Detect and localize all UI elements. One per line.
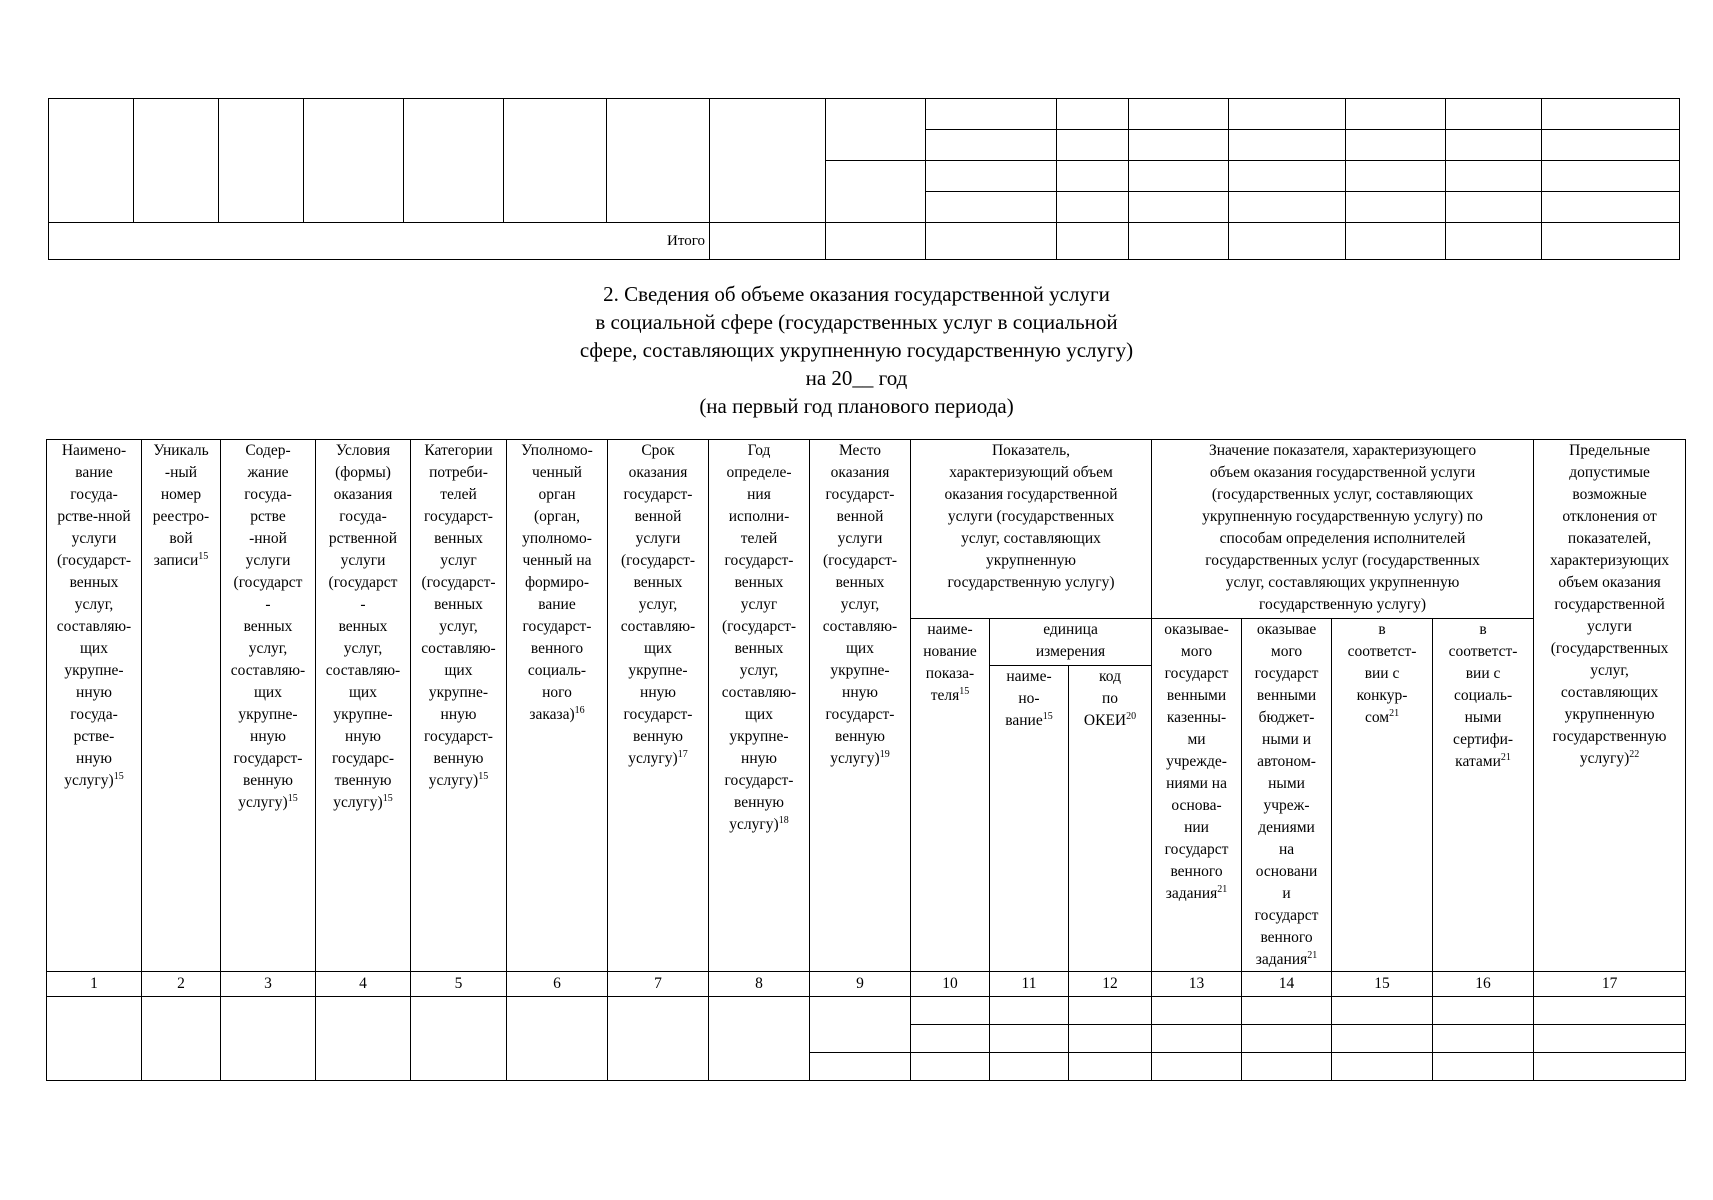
- header-cell-value: в соответст- вии с конкур- сом$^{21}$: [1332, 619, 1433, 972]
- body-cell: [1433, 997, 1534, 1025]
- header-cell: Категории потреби- телей государст- венных услуг (государст- венных услуг, составляю- щих укрупне- нную государст- венную услугу)$^{15}$: [411, 440, 507, 972]
- body-cell: [1332, 1053, 1433, 1081]
- section-title-line: (на первый год планового периода): [699, 394, 1014, 418]
- header-cell-unit-name: наиме- но- вание$^{15}$: [990, 665, 1069, 971]
- top-cell: [1229, 99, 1346, 130]
- column-number: 6: [507, 972, 608, 997]
- column-number: 3: [221, 972, 316, 997]
- body-cell: [1152, 1025, 1242, 1053]
- column-number: 16: [1433, 972, 1534, 997]
- top-cell: [1057, 99, 1129, 130]
- header-cell-unit: единица измерения: [990, 619, 1152, 666]
- top-cell: [926, 130, 1057, 161]
- column-number: 9: [810, 972, 911, 997]
- body-cell: [990, 1025, 1069, 1053]
- body-cell: [990, 1053, 1069, 1081]
- header-cell-value: в соответст- вии с социаль- ными сертифи- катами$^{21}$: [1433, 619, 1534, 972]
- header-cell-value: оказывае мого государст венными бюджет- ными и автоном- ными учреж- дениями на основани и государст венного задания$^{21}$: [1242, 619, 1332, 972]
- header-cell-indicator: Показатель, характеризующий объем оказания государственной услуги (государственных услуг, составляющих укрупненную государственную услугу): [911, 440, 1152, 619]
- header-cell: Год определе- ния исполни- телей государст- венных услуг (государст- венных услуг, составляю- щих укрупне- нную государст- венную услугу)$^{18}$: [709, 440, 810, 972]
- top-cell: [1446, 99, 1542, 130]
- section-title-line: на 20__ год: [805, 366, 908, 390]
- top-cell: [1346, 130, 1446, 161]
- body-cell: [1433, 1025, 1534, 1053]
- top-cell: [304, 99, 404, 223]
- body-cell: [608, 997, 709, 1081]
- top-cell: [1057, 192, 1129, 223]
- top-cell: [1542, 99, 1680, 130]
- top-cell: [1229, 192, 1346, 223]
- top-cell: [926, 161, 1057, 192]
- top-cell: [1129, 223, 1229, 260]
- top-cell: [710, 99, 826, 223]
- body-cell: [1069, 1053, 1152, 1081]
- top-cell: [1057, 223, 1129, 260]
- body-cell: [1534, 1053, 1686, 1081]
- body-cell: [1152, 1053, 1242, 1081]
- body-cell: [47, 997, 142, 1081]
- top-cell: [607, 99, 710, 223]
- top-cell: [1057, 130, 1129, 161]
- top-cell: [1129, 130, 1229, 161]
- top-cell: [1229, 223, 1346, 260]
- body-cell: [1242, 1025, 1332, 1053]
- top-cell: [926, 223, 1057, 260]
- body-cell: [1069, 1025, 1152, 1053]
- header-cell: Срок оказания государст- венной услуги (государст- венных услуг, составляю- щих укрупне- нную государст- венную услугу)$^{17}$: [608, 440, 709, 972]
- body-cell: [1069, 997, 1152, 1025]
- header-cell-unit-code: код по ОКЕИ$^{20}$: [1069, 665, 1152, 971]
- column-number: 7: [608, 972, 709, 997]
- top-continuation-table: [48, 98, 1680, 260]
- body-cell: [911, 1025, 990, 1053]
- top-cell: [49, 99, 134, 223]
- column-number: 14: [1242, 972, 1332, 997]
- top-cell: [1129, 99, 1229, 130]
- header-cell: Уполномо- ченный орган (орган, уполномо- ченный на формиро- вание государст- венного социаль- ного заказа)$^{16}$: [507, 440, 608, 972]
- header-cell: Предельные допустимые возможные отклонения от показателей, характеризующих объем оказания государственной услуги (государственных услуг, составляющих укрупненную государственную услугу)$^{22}$: [1534, 440, 1686, 972]
- body-cell: [1433, 1053, 1534, 1081]
- section-title: [0, 280, 1713, 420]
- top-cell: [404, 99, 504, 223]
- total-row: [49, 223, 1680, 260]
- top-cell: [1542, 192, 1680, 223]
- header-cell-indicator-name: наиме- нование показа- теля$^{15}$: [911, 619, 990, 972]
- top-cell: [219, 99, 304, 223]
- top-cell: [1542, 161, 1680, 192]
- header-cell: Уникаль -ный номер реестро- вой записи$^{15}$: [142, 440, 221, 972]
- volume-table: [46, 439, 1686, 1081]
- column-number: 2: [142, 972, 221, 997]
- body-cell: [911, 1053, 990, 1081]
- top-cell: [1542, 130, 1680, 161]
- column-number: 5: [411, 972, 507, 997]
- body-cell: [810, 1053, 911, 1081]
- column-number: 17: [1534, 972, 1686, 997]
- body-cell: [142, 997, 221, 1081]
- header-cell: Наимено- вание госуда- рстве-нной услуги (государст- венных услуг, составляю- щих укрупне- нную госуда- рстве- нную услугу)$^{15}$: [47, 440, 142, 972]
- header-cell-value: оказывае- мого государст венными казенны- ми учрежде- ниями на основа- нии государст венного задания$^{21}$: [1152, 619, 1242, 972]
- top-cell: [1542, 223, 1680, 260]
- top-cell: [1129, 161, 1229, 192]
- column-number: 12: [1069, 972, 1152, 997]
- body-cell: [221, 997, 316, 1081]
- header-row: [47, 440, 1686, 619]
- top-cell: [710, 223, 826, 260]
- table-row: [47, 997, 1686, 1025]
- top-cell: [1446, 192, 1542, 223]
- top-cell: [826, 161, 926, 223]
- top-cell: [826, 99, 926, 161]
- body-cell: [990, 997, 1069, 1025]
- column-number: 11: [990, 972, 1069, 997]
- column-number: 8: [709, 972, 810, 997]
- top-cell: [826, 223, 926, 260]
- body-cell: [507, 997, 608, 1081]
- body-cell: [316, 997, 411, 1081]
- body-cell: [1534, 997, 1686, 1025]
- top-cell: [1346, 223, 1446, 260]
- top-cell: [1446, 130, 1542, 161]
- column-number: 4: [316, 972, 411, 997]
- body-cell: [1152, 997, 1242, 1025]
- header-cell: Место оказания государст- венной услуги (государст- венных услуг, составляю- щих укрупне- нную государст- венную услугу)$^{19}$: [810, 440, 911, 972]
- header-cell: Содер- жание госуда- рстве -нной услуги (государст - венных услуг, составляю- щих укрупне- нную государст- венную услугу)$^{15}$: [221, 440, 316, 972]
- top-table-row: [49, 99, 1680, 130]
- column-number: 13: [1152, 972, 1242, 997]
- top-cell: [134, 99, 219, 223]
- header-cell-indicator-value: Значение показателя, характеризующего объем оказания государственной услуги (государственных услуг, составляющих укрупненную государственную услугу) по способам определения исполнителей государственных услуг (государственных услуг, составляющих укрупненную государственную услугу): [1152, 440, 1534, 619]
- top-cell: [1446, 161, 1542, 192]
- column-number-row: [47, 972, 1686, 997]
- top-cell: [926, 99, 1057, 130]
- top-cell: [1229, 161, 1346, 192]
- top-cell: [1057, 161, 1129, 192]
- body-cell: [911, 997, 990, 1025]
- body-cell: [1534, 1025, 1686, 1053]
- section-title-line: 2. Сведения об объеме оказания государственной услуги: [603, 282, 1110, 306]
- top-cell: [1446, 223, 1542, 260]
- top-cell: [1346, 192, 1446, 223]
- body-cell: [1242, 997, 1332, 1025]
- section-title-line: в социальной сфере (государственных услуг в социальной: [595, 310, 1118, 334]
- top-cell: [1346, 99, 1446, 130]
- column-number: 1: [47, 972, 142, 997]
- body-cell: [810, 997, 911, 1053]
- header-cell: Условия (формы) оказания госуда- рственной услуги (государст - венных услуг, составляю- щих укрупне- нную государс- твенную услугу)$^{15}$: [316, 440, 411, 972]
- body-cell: [411, 997, 507, 1081]
- column-number: 15: [1332, 972, 1433, 997]
- body-cell: [1242, 1053, 1332, 1081]
- top-cell: [926, 192, 1057, 223]
- body-cell: [1332, 1025, 1433, 1053]
- top-cell: [1346, 161, 1446, 192]
- top-cell: [504, 99, 607, 223]
- total-label: Итого: [49, 223, 710, 260]
- top-cell: [1229, 130, 1346, 161]
- column-number: 10: [911, 972, 990, 997]
- section-title-line: сфере, составляющих укрупненную государственную услугу): [579, 338, 1134, 362]
- top-cell: [1129, 192, 1229, 223]
- body-cell: [709, 997, 810, 1081]
- body-cell: [1332, 997, 1433, 1025]
